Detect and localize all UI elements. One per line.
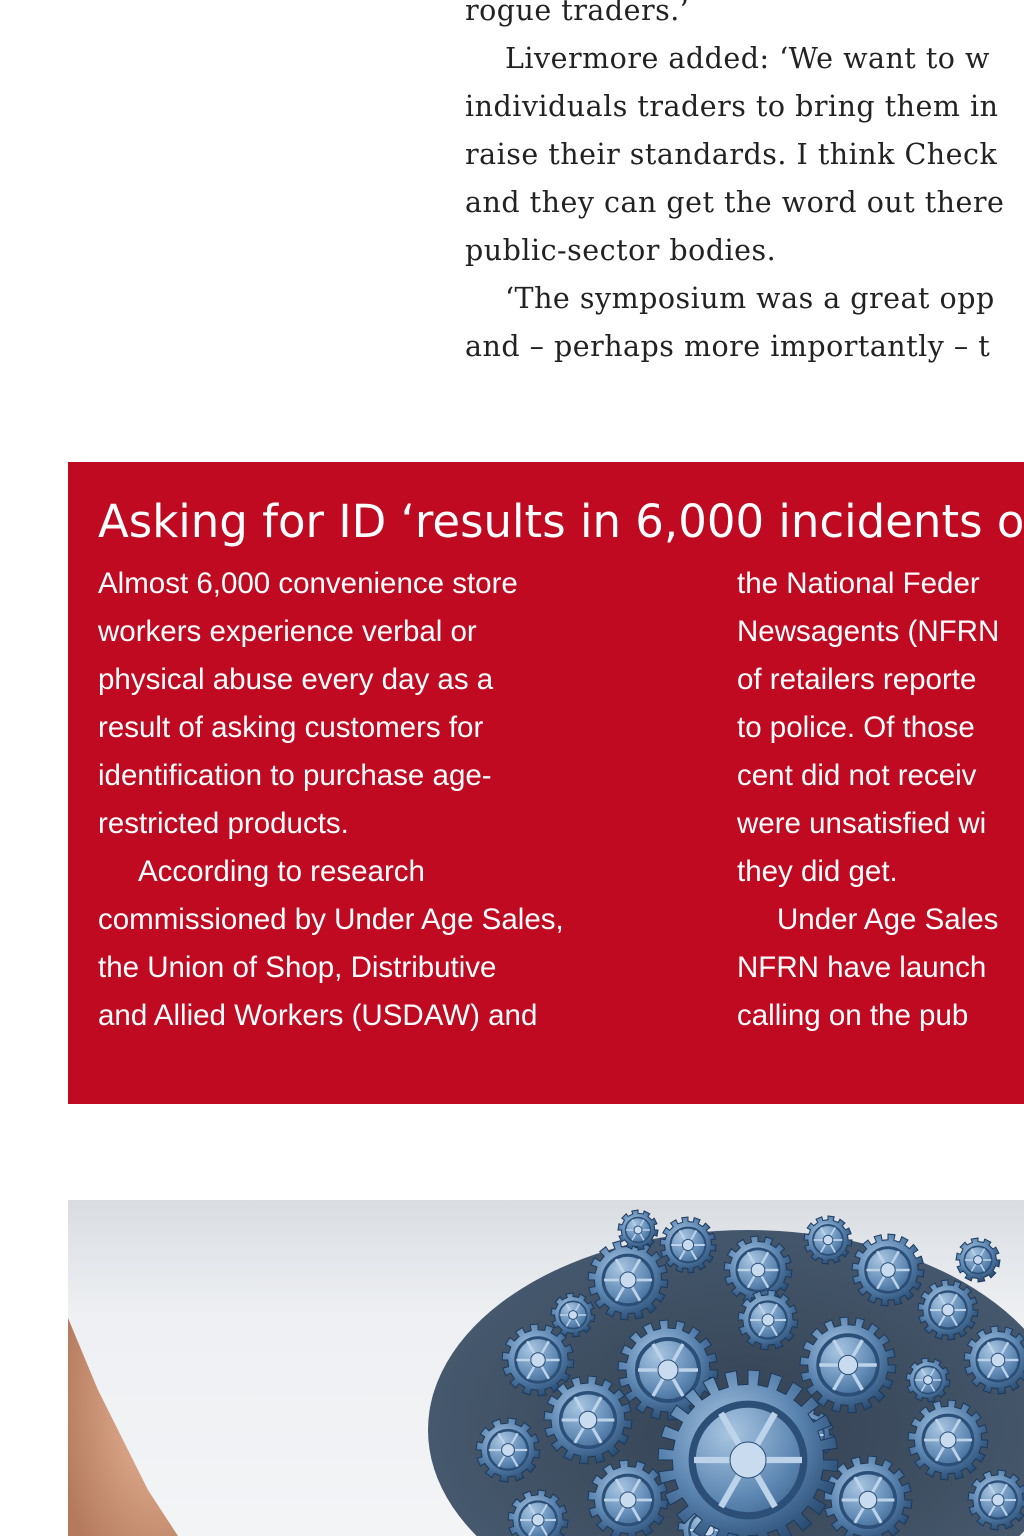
sidebar-headline: Asking for ID ‘results in 6,000 incidents o bbox=[98, 495, 1024, 548]
text-line: cent did not receiv bbox=[737, 759, 977, 792]
head-silhouette bbox=[68, 1318, 178, 1536]
text-line: NFRN have launch bbox=[737, 951, 987, 984]
text-line: commissioned by Under Age Sales, bbox=[98, 903, 564, 936]
text-line: result of asking customers for bbox=[98, 711, 484, 744]
sidebar-left-column bbox=[98, 560, 698, 1040]
text-line: and they can get the word out there bbox=[465, 186, 1005, 219]
gear-icon bbox=[804, 1216, 852, 1264]
text-line: and – perhaps more importantly – t bbox=[465, 330, 991, 363]
text-line: According to research bbox=[138, 855, 425, 888]
text-line: were unsatisfied wi bbox=[737, 807, 987, 840]
text-line: they did get. bbox=[737, 855, 898, 888]
text-line: and Allied Workers (USDAW) and bbox=[98, 999, 538, 1032]
text-line: the Union of Shop, Distributive bbox=[98, 951, 497, 984]
gear-icon bbox=[956, 1238, 1000, 1282]
text-line: raise their standards. I think Check bbox=[465, 138, 998, 171]
text-line: calling on the pub bbox=[737, 999, 969, 1032]
article-body-text bbox=[465, 0, 1024, 371]
sidebar-box bbox=[68, 462, 1024, 1104]
text-line: the National Feder bbox=[737, 567, 980, 600]
gear-icon bbox=[738, 1290, 798, 1350]
text-line: Almost 6,000 convenience store bbox=[98, 567, 518, 600]
text-line: to police. Of those bbox=[737, 711, 975, 744]
text-line: public-sector bodies. bbox=[465, 234, 777, 267]
gears-illustration bbox=[68, 1200, 1024, 1536]
text-line: Livermore added: ‘We want to w bbox=[505, 42, 990, 75]
text-line: rogue traders.’ bbox=[465, 0, 690, 27]
text-line: restricted products. bbox=[98, 807, 349, 840]
text-line: Under Age Sales bbox=[777, 903, 999, 936]
text-line: ‘The symposium was a great opp bbox=[505, 282, 995, 315]
text-line: identification to purchase age- bbox=[98, 759, 492, 792]
text-line: individuals traders to bring them in bbox=[465, 90, 999, 123]
text-line: Newsagents (NFRN bbox=[737, 615, 1000, 648]
sidebar-right-column bbox=[737, 560, 1024, 1040]
gear-icon bbox=[588, 1240, 668, 1320]
gear-icon bbox=[852, 1234, 924, 1306]
gear-icon bbox=[618, 1210, 658, 1250]
gear-icon bbox=[908, 1400, 988, 1480]
text-line: physical abuse every day as a bbox=[98, 663, 494, 696]
gear-icon bbox=[544, 1376, 632, 1464]
text-line: workers experience verbal or bbox=[98, 615, 477, 648]
gears-brain-photo bbox=[68, 1200, 1024, 1536]
gear-icon bbox=[476, 1418, 540, 1482]
text-line: of retailers reporte bbox=[737, 663, 977, 696]
